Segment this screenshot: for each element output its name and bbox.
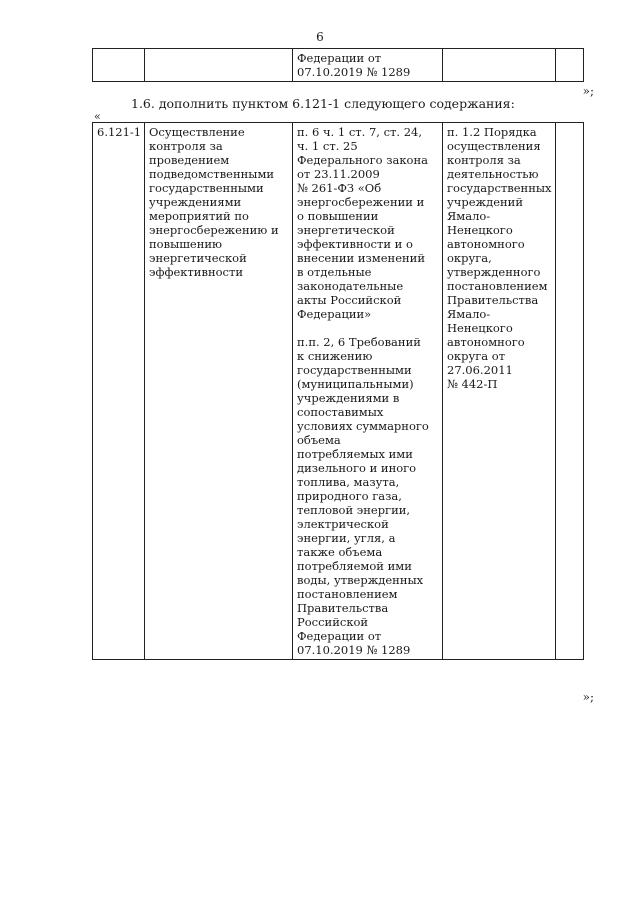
cell-text-line: потребляемых ими — [297, 447, 413, 461]
new-item-table — [92, 122, 584, 660]
cell-text-line: учреждениями в — [297, 391, 400, 405]
cell-text-line: № 261-ФЗ «Об — [297, 181, 382, 195]
cell-text-line: повышению — [149, 237, 223, 251]
cell-text-line: энергосбережении и — [297, 195, 425, 209]
item-number: 6.121-1 — [97, 125, 142, 139]
cell-text-line: Осуществление — [149, 125, 245, 139]
table-cell-name — [145, 49, 293, 82]
cell-text-line: Федерации от — [297, 629, 382, 643]
cell-text-line: автономного — [447, 335, 525, 349]
cell-text-line: (муниципальными) — [297, 377, 414, 391]
table-cell-basis — [293, 49, 443, 82]
cell-text-line: осуществления — [447, 139, 541, 153]
cell-text-line: эффективности — [149, 265, 243, 279]
cell-text-line: Российской — [297, 615, 369, 629]
cell-text-line: тепловой энергии, — [297, 503, 411, 517]
cell-text-line: Ненецкого — [447, 223, 513, 237]
cell-text-line: эффективности и о — [297, 237, 413, 251]
cell-text-line: Федерации» — [297, 307, 372, 321]
cell-text-line: законодательные — [297, 279, 404, 293]
cell-text-line: энергетической — [297, 223, 395, 237]
cell-text-line: Ямало- — [447, 307, 491, 321]
table-cell-regional — [443, 49, 556, 82]
closing-quote-mark: »; — [582, 84, 594, 98]
cell-text-line: п. 1.2 Порядка — [447, 125, 537, 139]
cell-text-line: к снижению — [297, 349, 373, 363]
cell-text-line: Федерального закона — [297, 153, 428, 167]
cell-text-line: объема — [297, 433, 341, 447]
cell-text-line: Правительства — [447, 293, 539, 307]
cell-text-line: автономного — [447, 237, 525, 251]
cell-text-line: учреждениями — [149, 195, 242, 209]
cell-text-line: учреждений — [447, 195, 523, 209]
cell-text-line: энергии, угля, а — [297, 531, 396, 545]
cell-text-line: потребляемой ими — [297, 559, 412, 573]
table-cell-notes — [556, 49, 584, 82]
cell-text-line: от 23.11.2009 — [297, 167, 380, 181]
cell-text-line: условиях суммарного — [297, 419, 429, 433]
cell-text-line: 07.10.2019 № 1289 — [297, 65, 411, 79]
continued-table — [92, 48, 584, 82]
cell-text-line: постановлением — [297, 587, 398, 601]
closing-quote-mark: »; — [582, 690, 594, 704]
cell-text-line: проведением — [149, 153, 230, 167]
cell-text-line: постановлением — [447, 279, 548, 293]
item-notes-cell — [556, 123, 584, 660]
cell-text-line: государственных — [447, 181, 552, 195]
cell-text-line: мероприятий по — [149, 209, 249, 223]
cell-text-line: электрической — [297, 517, 389, 531]
page-number: 6 — [316, 30, 324, 44]
cell-text-line: природного газа, — [297, 489, 402, 503]
cell-text-line: 27.06.2011 — [447, 363, 513, 377]
table-row — [93, 49, 584, 82]
cell-text-line: Правительства — [297, 601, 389, 615]
cell-text-line: топлива, мазута, — [297, 475, 400, 489]
cell-text-line: сопоставимых — [297, 405, 384, 419]
cell-text-line: № 442-П — [447, 377, 498, 391]
cell-text-line: внесении изменений — [297, 251, 425, 265]
cell-text-line: контроля за — [149, 139, 223, 153]
cell-text-line: государственными — [149, 181, 264, 195]
cell-text-line: округа от — [447, 349, 506, 363]
cell-text-line: утвержденного — [447, 265, 541, 279]
cell-text-line: о повышении — [297, 209, 379, 223]
cell-text-line: п.п. 2, 6 Требований — [297, 335, 421, 349]
blank-page-margin — [0, 768, 640, 905]
cell-text-line: воды, утвержденных — [297, 573, 424, 587]
cell-text-line: энергосбережению и — [149, 223, 279, 237]
cell-text-line: 07.10.2019 № 1289 — [297, 643, 411, 657]
cell-text-line: государственными — [297, 363, 412, 377]
item-basis-cell — [293, 123, 443, 660]
cell-text-line: Ненецкого — [447, 321, 513, 335]
cell-text-line: дизельного и иного — [297, 461, 417, 475]
cell-text-line: деятельностью — [447, 167, 539, 181]
cell-text-line: энергетической — [149, 251, 247, 265]
amendment-instruction: 1.6. дополнить пунктом 6.121-1 следующего содержания: — [131, 96, 515, 111]
cell-text-line: Федерации от — [297, 51, 382, 65]
cell-text-line: п. 6 ч. 1 ст. 7, ст. 24, — [297, 125, 422, 139]
cell-text-line: подведомственными — [149, 167, 275, 181]
cell-text-line: акты Российской — [297, 293, 402, 307]
table-cell-number — [93, 49, 145, 82]
item-regional-basis-cell — [443, 123, 556, 660]
cell-text-line: в отдельные — [297, 265, 372, 279]
item-number-cell — [93, 123, 145, 660]
item-name-cell — [145, 123, 293, 660]
paragraph-gap — [297, 321, 438, 335]
table-row — [93, 123, 584, 660]
cell-text-line: ч. 1 ст. 25 — [297, 139, 358, 153]
cell-text-line: контроля за — [447, 153, 521, 167]
cell-text-line: также объема — [297, 545, 383, 559]
cell-text-line: Ямало- — [447, 209, 491, 223]
opening-quote-mark: « — [94, 110, 101, 123]
cell-text-line: округа, — [447, 251, 492, 265]
